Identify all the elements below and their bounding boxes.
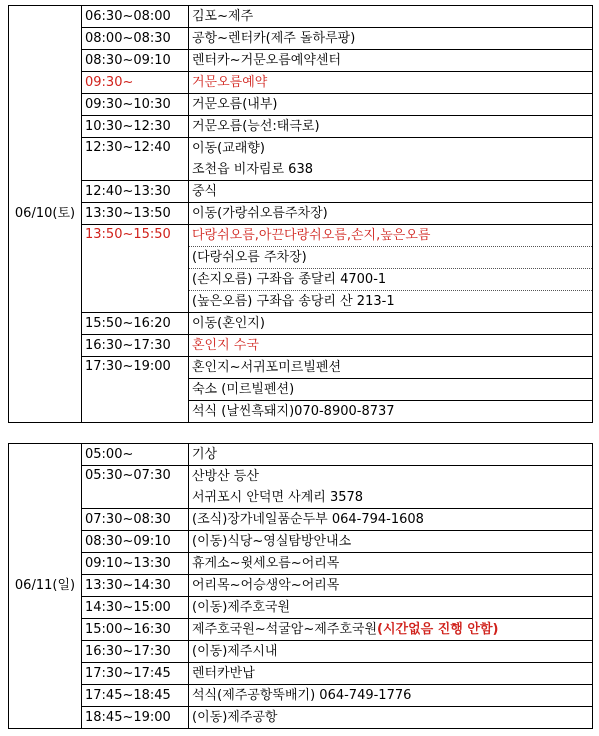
activity-cell: 중식 xyxy=(189,181,593,203)
time-cell: 08:30~09:10 xyxy=(82,50,189,72)
time-cell: 08:30~09:10 xyxy=(82,531,189,553)
activity-cell: 거문오름예약 xyxy=(189,72,593,94)
table-row xyxy=(9,94,593,116)
table-row xyxy=(9,575,593,597)
time-cell: 05:30~07:30 xyxy=(82,466,189,509)
date-cell: 06/10(토) xyxy=(9,6,82,423)
table-row xyxy=(9,116,593,138)
table-row xyxy=(9,138,593,160)
table-row xyxy=(9,466,593,488)
table-row xyxy=(9,313,593,335)
activity-cell: (이동)식당~영실탐방안내소 xyxy=(189,531,593,553)
time-cell: 15:50~16:20 xyxy=(82,313,189,335)
activity-cell: 기상 xyxy=(189,444,593,466)
activity-cell: 서귀포시 안덕면 사계리 3578 xyxy=(189,487,593,509)
activity-cell: (조식)장가네일품순두부 064-794-1608 xyxy=(189,509,593,531)
time-cell: 07:30~08:30 xyxy=(82,509,189,531)
time-cell: 18:45~19:00 xyxy=(82,707,189,729)
time-cell: 14:30~15:00 xyxy=(82,597,189,619)
table-row xyxy=(9,6,593,28)
time-cell: 09:30~ xyxy=(82,72,189,94)
activity-cell: (다랑쉬오름 주차장) xyxy=(189,247,593,269)
time-cell: 13:30~13:50 xyxy=(82,203,189,225)
time-cell: 16:30~17:30 xyxy=(82,335,189,357)
activity-cell xyxy=(189,619,593,641)
activity-cell: 숙소 (미르빌펜션) xyxy=(189,379,593,401)
activity-cell: 렌터카반납 xyxy=(189,663,593,685)
table-row xyxy=(9,619,593,641)
activity-cell: (이동)제주호국원 xyxy=(189,597,593,619)
activity-cell: 조천읍 비자림로 638 xyxy=(189,159,593,181)
table-row xyxy=(9,444,593,466)
table-row xyxy=(9,203,593,225)
activity-cell: 혼인지 수국 xyxy=(189,335,593,357)
activity-cell: 혼인지~서귀포미르빌펜션 xyxy=(189,357,593,379)
table-row xyxy=(9,335,593,357)
activity-cell: (높은오름) 구좌읍 송당리 산 213-1 xyxy=(189,291,593,313)
time-cell: 13:50~15:50 xyxy=(82,225,189,313)
date-cell: 06/11(일) xyxy=(9,444,82,729)
activity-cell: 이동(혼인지) xyxy=(189,313,593,335)
activity-cell: 김포~제주 xyxy=(189,6,593,28)
time-cell: 09:30~10:30 xyxy=(82,94,189,116)
table-row xyxy=(9,509,593,531)
time-cell: 05:00~ xyxy=(82,444,189,466)
activity-cell: 이동(교래향) xyxy=(189,138,593,160)
table-row xyxy=(9,357,593,379)
table-row xyxy=(9,181,593,203)
activity-text: 제주호국원~석굴암~제주호국원 xyxy=(192,621,378,637)
time-cell: 12:30~12:40 xyxy=(82,138,189,181)
activity-cell: 휴게소~윗세오름~어리목 xyxy=(189,553,593,575)
time-cell: 17:45~18:45 xyxy=(82,685,189,707)
cancel-note: (시간없음 진행 안함) xyxy=(377,621,499,637)
activity-cell: 렌터카~거문오름예약센터 xyxy=(189,50,593,72)
activity-cell: 이동(가랑쉬오름주차장) xyxy=(189,203,593,225)
table-row xyxy=(9,597,593,619)
table-row xyxy=(9,663,593,685)
time-cell: 13:30~14:30 xyxy=(82,575,189,597)
activity-cell: 석식 (날씬흑돼지)070-8900-8737 xyxy=(189,401,593,423)
table-row xyxy=(9,707,593,729)
time-cell: 10:30~12:30 xyxy=(82,116,189,138)
activity-cell: (이동)제주공항 xyxy=(189,707,593,729)
activity-cell: 거문오름(능선:태극로) xyxy=(189,116,593,138)
time-cell: 17:30~17:45 xyxy=(82,663,189,685)
time-cell: 06:30~08:00 xyxy=(82,6,189,28)
time-cell: 12:40~13:30 xyxy=(82,181,189,203)
activity-cell: 어리목~어승생악~어리목 xyxy=(189,575,593,597)
time-cell: 16:30~17:30 xyxy=(82,641,189,663)
activity-cell: 공항~렌터카(제주 돌하루팡) xyxy=(189,28,593,50)
table-row xyxy=(9,685,593,707)
table-row xyxy=(9,553,593,575)
activity-cell: 다랑쉬오름,아끈다랑쉬오름,손지,높은오름 xyxy=(189,225,593,247)
table-row xyxy=(9,225,593,247)
time-cell: 17:30~19:00 xyxy=(82,357,189,423)
table-row xyxy=(9,641,593,663)
schedule-table-day1 xyxy=(8,5,593,423)
table-row xyxy=(9,531,593,553)
time-cell: 15:00~16:30 xyxy=(82,619,189,641)
table-row xyxy=(9,72,593,94)
activity-cell: 석식(제주공항뚝배기) 064-749-1776 xyxy=(189,685,593,707)
schedule-table-day2 xyxy=(8,443,593,729)
time-cell: 08:00~08:30 xyxy=(82,28,189,50)
table-row xyxy=(9,50,593,72)
activity-cell: 산방산 등산 xyxy=(189,466,593,488)
activity-cell: 거문오름(내부) xyxy=(189,94,593,116)
activity-cell: (손지오름) 구좌읍 종달리 4700-1 xyxy=(189,269,593,291)
time-cell: 09:10~13:30 xyxy=(82,553,189,575)
activity-cell: (이동)제주시내 xyxy=(189,641,593,663)
table-row xyxy=(9,28,593,50)
